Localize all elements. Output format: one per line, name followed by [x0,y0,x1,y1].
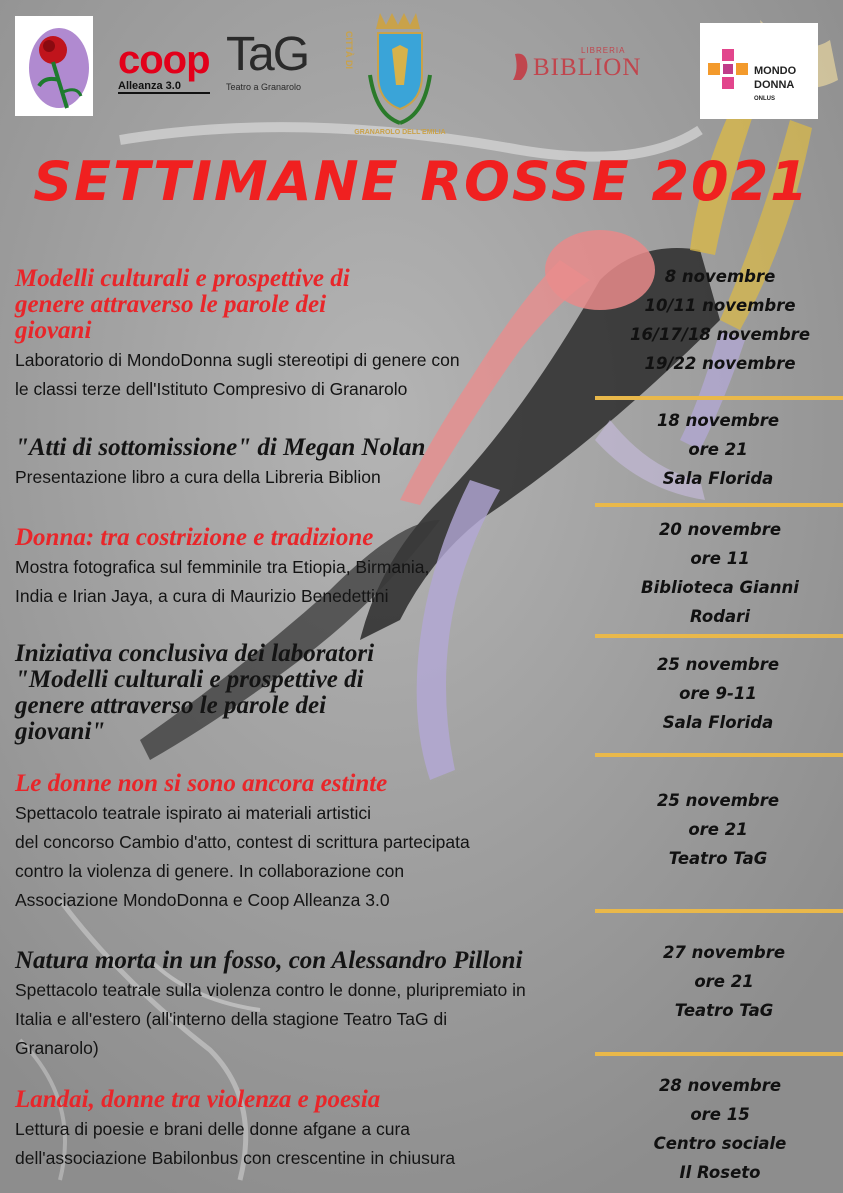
event-2-description [15,463,625,492]
separator [595,503,843,507]
biblion-wordmark: BIBLION [533,54,642,81]
separator [595,753,843,757]
separator [595,396,843,400]
event-5-title-line: Le donne non si sono ancora estinte [15,770,388,797]
event-1-description [15,346,625,404]
date-line: 18 novembre [656,411,780,430]
event-6-desc-line: Granarolo) [15,1038,99,1058]
biblion-logo [505,46,657,86]
date-line: ore 11 [690,549,750,568]
event-7-date [600,1071,840,1187]
mondodonna-line1: MONDO [754,65,797,77]
event-7-title [15,1087,625,1113]
date-line: ore 21 [688,440,748,459]
event-5-desc-line: Spettacolo teatrale ispirato ai materiali artistici [15,803,371,823]
event-3-desc-line: Mostra fotografica sul femminile tra Etiopia, Birmania, [15,557,430,577]
event-6-desc-line: Italia e all'estero (all'interno della stagione Teatro TaG di [15,1009,448,1029]
event-2-title [15,435,625,461]
event-5 [15,771,625,915]
event-5-date [598,786,838,873]
event-1-title-line: Modelli culturali e prospettive di [15,265,350,292]
mondodonna-logo [700,23,818,119]
date-line: Teatro TaG [674,1001,774,1020]
date-line: 19/22 novembre [644,354,796,373]
event-1-desc-line: Laboratorio di MondoDonna sugli stereotipi di genere con [15,350,460,370]
event-1 [15,266,625,404]
date-line: Sala Florida [662,713,774,732]
event-1-date [600,262,840,378]
crest-icon [340,5,460,145]
date-line: 28 novembre [658,1076,782,1095]
event-5-description [15,799,625,915]
tag-wordmark: TaG [226,28,309,81]
separator [595,909,843,913]
tag-subtitle: Teatro a Granarolo [226,82,302,92]
event-5-desc-line: Associazione MondoDonna e Coop Alleanza 3.0 [15,890,390,910]
event-1-title [15,266,625,344]
mondodonna-line3: ONLUS [754,96,775,102]
event-3 [15,525,625,611]
separator [595,1052,843,1056]
event-4-title-line: "Modelli culturali e prospettive di [15,666,364,693]
crest-bottom-text: GRANAROLO DELL'EMILIA [354,129,446,136]
event-3-desc-line: India e Irian Jaya, a cura di Maurizio Benedettini [15,586,389,606]
separator [595,634,843,638]
date-line: ore 9-11 [679,684,757,703]
event-2-title-line: "Atti di sottomissione" di Megan Nolan [15,434,426,461]
event-3-title-line: Donna: tra costrizione e tradizione [15,524,374,551]
event-1-title-line: giovani [15,317,92,344]
event-6 [15,948,625,1063]
event-4 [15,641,625,745]
crest-left-text: CITTÀ DI [344,31,354,69]
coop-subtitle: Alleanza 3.0 [118,80,210,94]
event-7-description [15,1115,625,1173]
event-3-description [15,553,625,611]
event-6-date [604,938,843,1025]
date-line: Teatro TaG [668,849,768,868]
event-7-desc-line: Lettura di poesie e brani delle donne afgane a cura [15,1119,411,1139]
event-3-date [600,515,840,631]
date-line: 20 novembre [658,520,782,539]
event-6-description [15,976,625,1063]
event-1-title-line: genere attraverso le parole dei [15,291,327,318]
biblion-small-label: LIBRERIA [581,46,626,55]
date-line: 8 novembre [664,267,776,286]
event-1-desc-line: le classi terze dell'Istituto Compresivo di Granarolo [15,379,408,399]
date-line: ore 21 [688,820,748,839]
rose-logo [15,16,93,116]
date-line: 25 novembre [656,791,780,810]
event-4-date [598,650,838,737]
tag-logo [226,30,310,122]
mondodonna-flower-icon [708,49,748,89]
coop-wordmark: coop [118,38,210,82]
date-line: Centro sociale [653,1134,787,1153]
date-line: Sala Florida [662,469,774,488]
event-5-desc-line: del concorso Cambio d'atto, contest di scrittura partecipata [15,832,470,852]
event-4-title-line: genere attraverso le parole dei [15,692,327,719]
event-4-title-line: Iniziativa conclusiva dei laboratori [15,640,375,667]
date-line: Rodari [690,607,750,626]
event-3-title [15,525,625,551]
poster-title: SETTIMANE ROSSE 2021 [33,150,810,213]
mondodonna-line2: DONNA [754,79,795,91]
date-line: 25 novembre [656,655,780,674]
rose-icon [15,16,93,116]
event-7 [15,1087,625,1173]
date-line: ore 21 [694,972,754,991]
biblion-figure-icon [507,50,533,84]
date-line: Il Roseto [679,1163,761,1182]
event-2-desc-line: Presentazione libro a cura della Libreria Biblion [15,467,381,487]
event-6-title [15,948,625,974]
event-6-title-line: Natura morta in un fosso, con Alessandro Pilloni [15,947,523,974]
date-line: ore 15 [690,1105,750,1124]
date-line: 10/11 novembre [644,296,796,315]
granarolo-crest [340,5,460,145]
date-line: 27 novembre [662,943,786,962]
event-2 [15,435,625,492]
event-2-date [598,406,838,493]
event-5-desc-line: contro la violenza di genere. In collaborazione con [15,861,405,881]
event-7-title-line: Landai, donne tra violenza e poesia [15,1086,381,1113]
event-5-title [15,771,625,797]
coop-logo [118,40,218,102]
event-6-desc-line: Spettacolo teatrale sulla violenza contro le donne, pluripremiato in [15,980,526,1000]
event-4-title [15,641,625,745]
date-line: 16/17/18 novembre [629,325,811,344]
event-7-desc-line: dell'associazione Babilonbus con crescentine in chiusura [15,1148,456,1168]
date-line: Biblioteca Gianni [641,578,799,597]
event-4-title-line: giovani" [15,718,106,745]
